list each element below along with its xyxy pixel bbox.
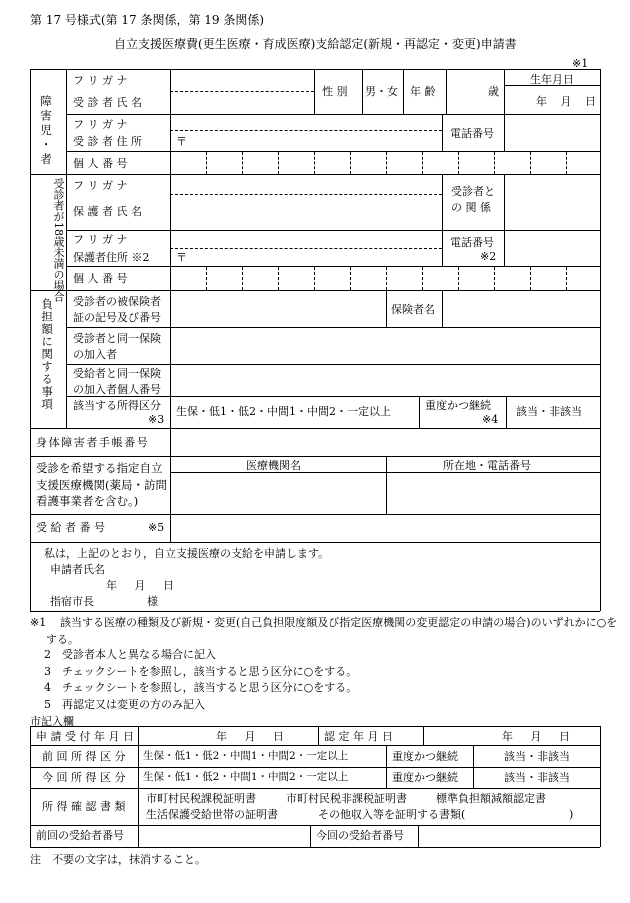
office-prev-class-options[interactable]: 生保・低1・低2・中間1・中間2・一定以上 [143, 750, 349, 762]
patient-address-furigana-label: フ リ ガ ナ [73, 118, 128, 131]
office-curr-number-label: 今回の受給者番号 [316, 829, 404, 842]
doc-tax-certificate[interactable]: 市町村民税課税証明書 [146, 792, 256, 805]
institution-address-header: 所在地・電話番号 [443, 459, 531, 472]
applicant-name-label: 申請者氏名 [50, 563, 105, 576]
office-curr-severe-label: 重度かつ継続 [392, 771, 458, 784]
office-curr-class-label: 今 回 所 得 区 分 [42, 771, 126, 784]
guardian-postal-mark: 〒 [176, 251, 187, 264]
patient-section-label: 障害児・者 [39, 95, 54, 168]
patient-address-label: 受 診 者 住 所 [73, 135, 142, 148]
insurer-name-label: 保険者名 [391, 303, 435, 316]
office-received-label: 申 請 受 付 年 月 日 [36, 730, 134, 743]
insured-number-label: 受診者の被保険者証の記号及び番号 [73, 295, 161, 324]
note-2: 2 受診者本人と異なる場合に記入 [44, 648, 216, 661]
form-number: 第 17 号様式(第 17 条関係，第 19 条関係) [30, 13, 265, 27]
guardian-name-label: 保 護 者 氏 名 [73, 205, 142, 218]
doc-other-income[interactable]: その他収入等を証明する書類( [318, 808, 466, 821]
patient-name-label: 受 診 者 氏 名 [73, 96, 142, 109]
application-date[interactable]: 年 月 日 [106, 579, 174, 592]
office-prev-severe-options[interactable]: 該当・非該当 [504, 750, 570, 763]
patient-furigana-label: フ リ ガ ナ [73, 74, 128, 87]
guardian-relation-label: 受診者との 関 係 [451, 185, 495, 214]
office-approved-date[interactable]: 年 月 日 [502, 730, 570, 743]
patient-mynumber-label: 個 人 番 号 [73, 157, 128, 170]
doc-welfare-certificate[interactable]: 生活保護受給世帯の証明書 [146, 808, 278, 821]
office-docs-label: 所 得 確 認 書 類 [42, 800, 126, 813]
same-insurance-number-label: 受給者と同一保険の加入者個人番号 [73, 367, 161, 396]
doc-other-income-close: ) [569, 808, 574, 821]
guardian-furigana-label: フ リ ガ ナ [73, 179, 128, 192]
patient-postal-mark: 〒 [176, 135, 187, 148]
birth-date-value[interactable]: 年 月 日 [536, 95, 596, 108]
office-received-date[interactable]: 年 月 日 [216, 730, 284, 743]
income-class-note: ※3 [148, 413, 165, 426]
office-use-heading: 市記入欄 [30, 715, 74, 728]
footer-note: 注 不要の文字は，抹消すること。 [30, 853, 206, 866]
age-label: 年 齢 [410, 85, 436, 98]
patient-phone-label: 電話番号 [450, 127, 494, 140]
note-1: 該当する医療の種類及び新規・変更(自己負担限度額及び指定医療機関の変更認定の申請の場合)のいずれかに○をする。 [46, 616, 618, 646]
guardian-section-label: 受診者が18歳未満の場合 [52, 178, 65, 302]
disability-handbook-label: 身体障害者手帳番号 [36, 436, 150, 449]
mayor-honorific: 様 [147, 595, 158, 608]
guardian-address-label: 保護者住所 ※2 [73, 251, 150, 264]
recipient-number-label: 受 給 者 番 号 [36, 521, 105, 534]
office-prev-severe-label: 重度かつ継続 [392, 750, 458, 763]
income-class-options[interactable]: 生保・低1・低2・中間1・中間2・一定以上 [176, 405, 391, 418]
gender-options[interactable]: 男・女 [365, 85, 398, 98]
guardian-address-furigana-label: フ リ ガ ナ [73, 233, 128, 246]
age-unit: 歳 [488, 85, 499, 98]
note-1-mark: ※1 [30, 616, 47, 629]
office-prev-class-label: 前 回 所 得 区 分 [42, 750, 126, 763]
burden-section-label: 負担額に関する事項 [40, 298, 55, 411]
note-5: 5 再認定又は変更の方のみ記入 [44, 698, 205, 711]
mayor-name: 指宿市長 [50, 595, 94, 608]
note-mark-1: ※1 [572, 57, 589, 70]
institution-name-header: 医療機関名 [246, 459, 301, 472]
severe-continuous-label: 重度かつ継続 [425, 399, 491, 412]
office-curr-severe-options[interactable]: 該当・非該当 [504, 771, 570, 784]
note-3: 3 チェックシートを参照し，該当すると思う区分に○をする。 [44, 665, 358, 678]
recipient-number-note: ※5 [148, 521, 165, 534]
office-approved-label: 認 定 年 月 日 [324, 730, 393, 743]
income-class-label: 該当する所得区分 [73, 399, 161, 412]
note-4: 4 チェックシートを参照し，該当すると思う区分に○をする。 [44, 681, 358, 694]
guardian-phone-note: ※2 [480, 250, 497, 263]
same-insurance-label: 受診者と同一保険の加入者 [73, 332, 161, 361]
doc-nontax-certificate[interactable]: 市町村民税非課税証明書 [286, 792, 407, 805]
gender-label: 性 別 [322, 85, 348, 98]
guardian-mynumber-label: 個 人 番 号 [73, 272, 128, 285]
declaration-text: 私は，上記のとおり，自立支援医療の支給を申請します。 [44, 547, 330, 560]
patient-name-field[interactable] [172, 93, 312, 113]
office-prev-number-label: 前回の受給者番号 [36, 829, 124, 842]
severe-continuous-options[interactable]: 該当・非該当 [516, 405, 582, 418]
form-title: 自立支援医療費(更生医療・育成医療)支給認定(新規・再認定・変更)申請書 [114, 37, 517, 51]
severe-continuous-note: ※4 [482, 413, 499, 426]
institution-label: 受診を希望する指定自立支援医療機関(薬局・訪問看護事業者を含む。) [36, 461, 167, 509]
doc-reduction-certificate[interactable]: 標準負担額減額認定書 [436, 792, 546, 805]
guardian-phone-label: 電話番号 [450, 236, 494, 249]
birth-date-label: 生年月日 [530, 73, 574, 86]
office-curr-class-options[interactable]: 生保・低1・低2・中間1・中間2・一定以上 [143, 771, 349, 783]
